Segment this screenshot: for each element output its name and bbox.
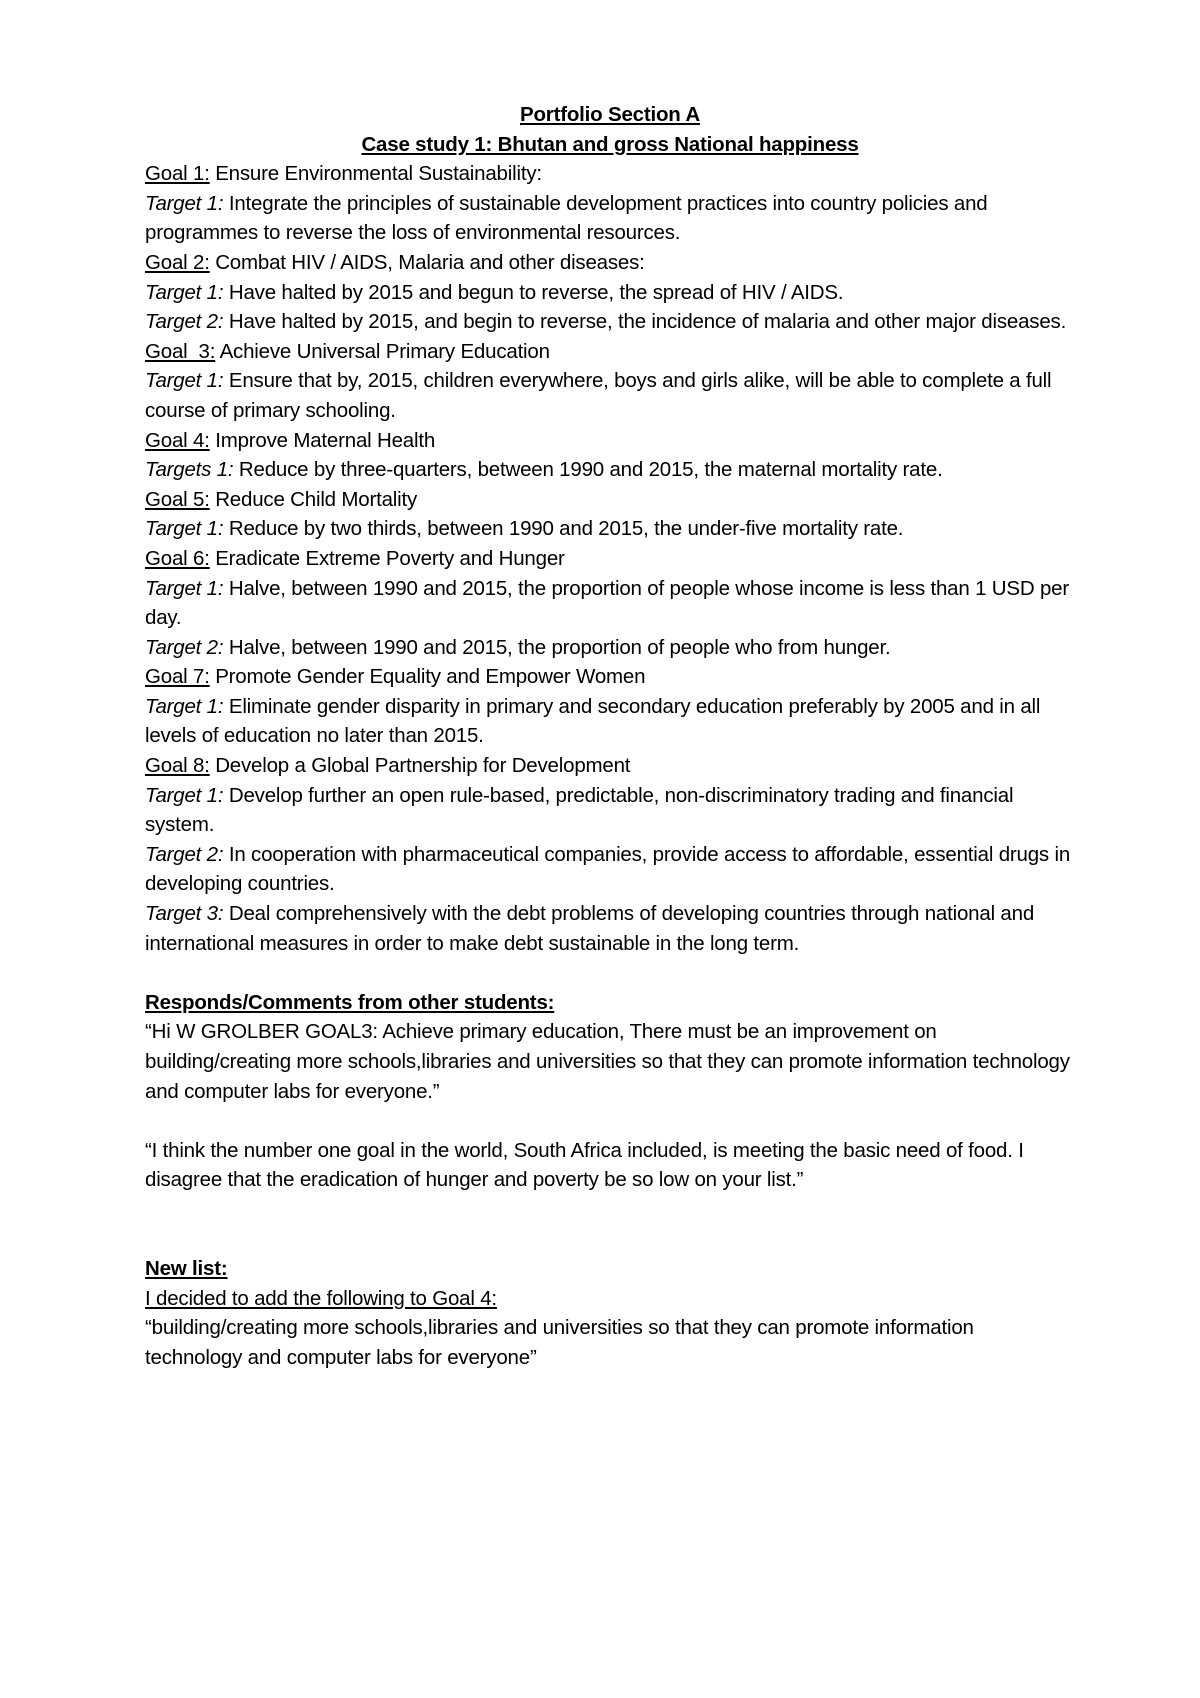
goal-4-target-1 [145, 455, 1075, 485]
goal-text: Achieve Universal Primary Education [215, 339, 550, 363]
goal-label: Goal 6: [145, 546, 210, 570]
page-title: Portfolio Section A [520, 103, 700, 126]
target-text: Reduce by two thirds, between 1990 and 2015, the under-five mortality rate. [223, 517, 904, 541]
goal-label: Goal 1: [145, 162, 210, 186]
goal-text: Eradicate Extreme Poverty and Hunger [209, 546, 565, 570]
goal-1-target-1 [145, 189, 1075, 248]
new-list-text: “building/creating more schools,libraries and universities so that they can promote information technology and computer labs for everyone” [145, 1316, 974, 1369]
goal-label: Goal 7: [145, 665, 210, 689]
target-text: Integrate the principles of sustainable development practices into country policies and programmes to reverse the loss of environmental resources. [145, 191, 988, 245]
goal-text: Promote Gender Equality and Empower Women [209, 665, 646, 689]
spacer [145, 1106, 1075, 1136]
target-label: Target 1: [145, 191, 224, 215]
goal-5-target-1 [145, 514, 1075, 544]
goal-7 [145, 662, 1075, 692]
goal-6-target-1 [145, 574, 1075, 633]
target-text: Halve, between 1990 and 2015, the proportion of people whose income is less than 1 USD per day. [145, 576, 1069, 630]
target-text: Have halted by 2015, and begin to reverse, the incidence of malaria and other major diseases. [223, 310, 1067, 334]
target-label: Target 3: [145, 902, 224, 926]
target-label: Target 2: [145, 635, 224, 659]
goal-3-target-1 [145, 366, 1075, 425]
responses-heading: Responds/Comments from other students: [145, 990, 555, 1014]
spacer [145, 958, 1075, 988]
goal-text: Combat HIV / AIDS, Malaria and other diseases: [209, 250, 645, 274]
student-comment-1: “Hi W GROLBER GOAL3: Achieve primary education, There must be an improvement on building/creating more schools,libraries and universities so that they can promote information technology and computer labs for everyone.” [145, 1020, 1070, 1103]
goal-label: Goal 8: [145, 754, 210, 778]
target-text: Deal comprehensively with the debt problems of developing countries through national and international measures in order to make debt sustainable in the long term. [145, 902, 1035, 955]
goal-6 [145, 544, 1075, 574]
goal-4 [145, 426, 1075, 456]
goal-6-target-2 [145, 633, 1075, 663]
goal-2-target-1 [145, 278, 1075, 308]
target-label: Target 1: [145, 517, 224, 541]
target-label: Target 2: [145, 842, 224, 866]
target-text: Develop further an open rule-based, predictable, non-discriminatory trading and financial system. [145, 783, 1014, 837]
target-label: Target 1: [145, 694, 224, 718]
goal-label: Goal 4: [145, 428, 210, 452]
target-text: Ensure that by, 2015, children everywhere, boys and girls alike, will be able to complete a full course of primary schooling. [145, 369, 1052, 422]
goal-3 [145, 337, 1075, 367]
case-study-title: Case study 1: Bhutan and gross National happiness [361, 132, 859, 156]
goal-label: Goal 2: [145, 250, 210, 274]
goal-2-target-2 [145, 307, 1075, 337]
target-label: Target 1: [145, 369, 224, 393]
goal-text: Ensure Environmental Sustainability: [209, 162, 542, 186]
target-text: Eliminate gender disparity in primary and secondary education preferably by 2005 and in all levels of education no later than 2015. [145, 694, 1041, 748]
goal-8 [145, 751, 1075, 781]
goal-8-target-3 [145, 899, 1075, 958]
target-label: Target 1: [145, 783, 224, 807]
target-text: In cooperation with pharmaceutical companies, provide access to affordable, essential drugs in developing countries. [145, 842, 1071, 896]
goal-8-target-1 [145, 781, 1075, 840]
goal-7-target-1 [145, 692, 1075, 751]
goal-text: Reduce Child Mortality [209, 487, 418, 511]
goal-label: Goal 5: [145, 487, 210, 511]
target-label: Target 2: [145, 310, 224, 334]
goal-8-target-2 [145, 840, 1075, 899]
target-text: Halve, between 1990 and 2015, the proportion of people who from hunger. [223, 635, 891, 659]
target-label: Target 1: [145, 576, 224, 600]
spacer [145, 1195, 1075, 1254]
target-label: Target 1: [145, 280, 224, 304]
goal-5 [145, 485, 1075, 515]
target-label: Targets 1: [145, 458, 234, 482]
new-list-subheading: I decided to add the following to Goal 4: [145, 1286, 497, 1310]
target-text: Reduce by three-quarters, between 1990 and 2015, the maternal mortality rate. [233, 458, 943, 482]
goal-text: Improve Maternal Health [209, 428, 436, 452]
target-text: Have halted by 2015 and begun to reverse, the spread of HIV / AIDS. [223, 280, 844, 304]
goal-1 [145, 159, 1075, 189]
new-list-heading: New list: [145, 1256, 228, 1280]
goal-2 [145, 248, 1075, 278]
student-comment-2: “I think the number one goal in the world, South Africa included, is meeting the basic need of food. I disagree that the eradication of hunger and poverty be so low on your list.” [145, 1138, 1024, 1192]
document-body [145, 100, 1075, 1372]
goal-text: Develop a Global Partnership for Development [209, 754, 631, 778]
goal-label: Goal 3: [145, 339, 216, 363]
